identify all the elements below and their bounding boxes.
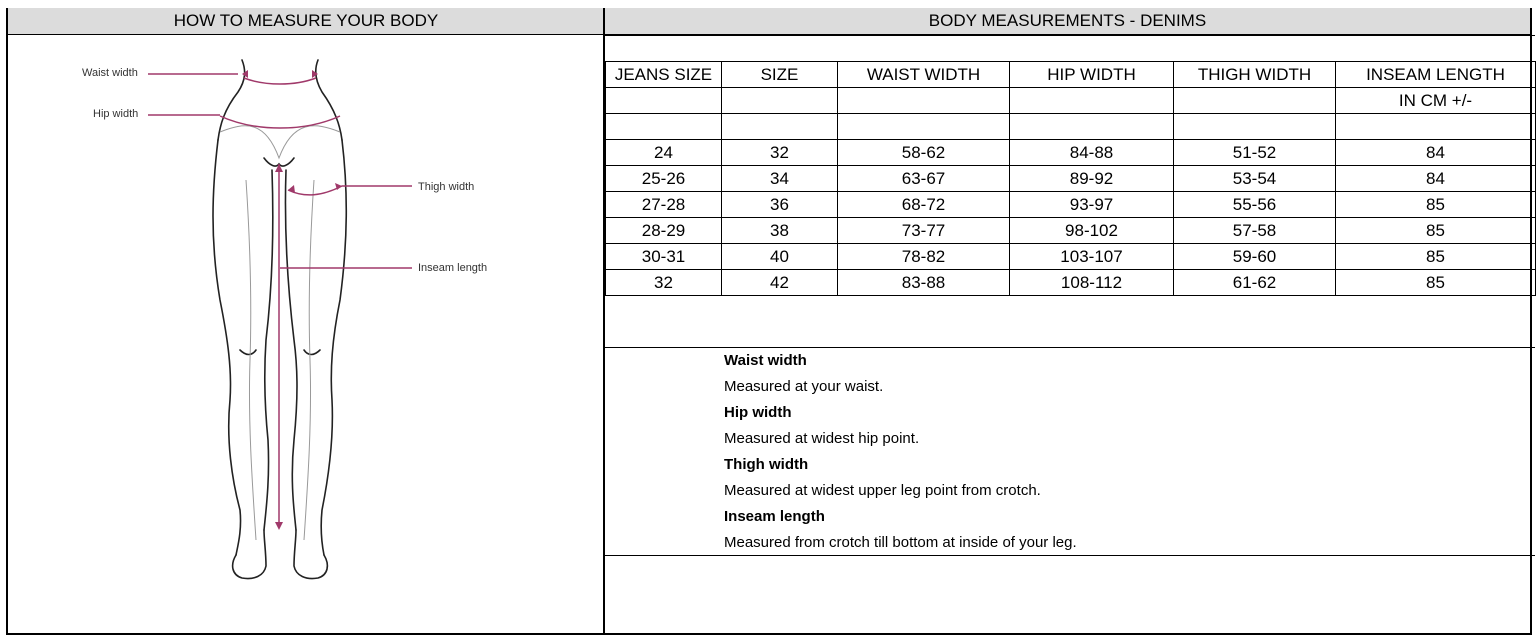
col-header-size: SIZE — [722, 62, 838, 88]
right-knee — [304, 350, 320, 355]
table-top-rule — [605, 35, 1535, 36]
size-cell: 34 — [722, 166, 838, 192]
unit-note: IN CM +/- — [1336, 88, 1536, 114]
hip-cell: 103-107 — [1010, 244, 1174, 270]
waist-measure-arc — [244, 78, 316, 84]
thigh-cell: 51-52 — [1174, 140, 1336, 166]
col-header-thigh-width: THIGH WIDTH — [1174, 62, 1336, 88]
thigh-cell: 55-56 — [1174, 192, 1336, 218]
thigh-cell: 59-60 — [1174, 244, 1336, 270]
left-knee — [240, 350, 256, 355]
unit-row — [606, 88, 1536, 114]
col-header-waist-width: WAIST WIDTH — [838, 62, 1010, 88]
jeans-size-cell: 24 — [606, 140, 722, 166]
hip-cell: 89-92 — [1010, 166, 1174, 192]
waist-cell: 58-62 — [838, 140, 1010, 166]
inseam-arrow-bottom — [275, 522, 283, 530]
waist-width-label: Waist width — [82, 67, 138, 79]
col-header-inseam-length: INSEAM LENGTH — [1336, 62, 1536, 88]
right-leg-shading — [304, 180, 314, 540]
body-illustration — [60, 40, 540, 600]
thigh-width-label: Thigh width — [418, 181, 475, 193]
col-header-jeans-size: JEANS SIZE — [606, 62, 722, 88]
size-cell: 40 — [722, 244, 838, 270]
inseam-cell: 85 — [1336, 192, 1536, 218]
right-leg-inner — [285, 170, 297, 530]
thigh-measure-line — [288, 186, 412, 195]
right-leg-outer — [321, 140, 346, 555]
table-row — [606, 270, 1536, 296]
waist-cell: 73-77 — [838, 218, 1010, 244]
inseam-cell: 84 — [1336, 140, 1536, 166]
hip-cell: 108-112 — [1010, 270, 1174, 296]
table-row — [606, 218, 1536, 244]
jeans-size-cell: 27-28 — [606, 192, 722, 218]
note-heading-inseam: Inseam length — [724, 508, 825, 525]
table-row — [606, 244, 1536, 270]
waist-cell: 63-67 — [838, 166, 1010, 192]
left-leg-inner — [264, 170, 273, 530]
notes-bottom-rule — [605, 555, 1535, 556]
jeans-size-cell: 30-31 — [606, 244, 722, 270]
jeans-size-cell: 28-29 — [606, 218, 722, 244]
body-measurement-figure — [60, 40, 540, 600]
size-cell: 38 — [722, 218, 838, 244]
hip-cell: 93-97 — [1010, 192, 1174, 218]
thigh-cell: 53-54 — [1174, 166, 1336, 192]
waist-cell: 83-88 — [838, 270, 1010, 296]
inseam-cell: 85 — [1336, 270, 1536, 296]
inseam-cell: 85 — [1336, 244, 1536, 270]
col-header-hip-width: HIP WIDTH — [1010, 62, 1174, 88]
note-heading-waist: Waist width — [724, 352, 807, 369]
table-row — [606, 192, 1536, 218]
spacer-row — [606, 114, 1536, 140]
size-cell: 36 — [722, 192, 838, 218]
thigh-cell: 61-62 — [1174, 270, 1336, 296]
table-row — [606, 166, 1536, 192]
thigh-cell: 57-58 — [1174, 218, 1336, 244]
size-cell: 42 — [722, 270, 838, 296]
left-leg-outer — [213, 140, 241, 555]
inseam-length-label: Inseam length — [418, 262, 488, 274]
jeans-size-cell: 32 — [606, 270, 722, 296]
waist-cell: 68-72 — [838, 192, 1010, 218]
left-foot — [233, 530, 266, 579]
right-panel-title: BODY MEASUREMENTS - DENIMS — [605, 8, 1530, 35]
left-panel-title: HOW TO MEASURE YOUR BODY — [8, 8, 604, 35]
note-text-inseam: Measured from crotch till bottom at inside of your leg. — [724, 534, 1077, 551]
measurement-notes — [724, 348, 1524, 556]
size-cell: 32 — [722, 140, 838, 166]
table-header-row — [606, 62, 1536, 88]
left-leg-shading — [246, 180, 256, 540]
waist-cell: 78-82 — [838, 244, 1010, 270]
hip-cell: 84-88 — [1010, 140, 1174, 166]
measurements-table — [605, 61, 1536, 296]
note-text-waist: Measured at your waist. — [724, 378, 884, 395]
underwear-outline — [220, 126, 340, 158]
note-text-thigh: Measured at widest upper leg point from crotch. — [724, 482, 1041, 499]
jeans-size-cell: 25-26 — [606, 166, 722, 192]
inseam-cell: 85 — [1336, 218, 1536, 244]
note-text-hip: Measured at widest hip point. — [724, 430, 920, 447]
table-row — [606, 140, 1536, 166]
inseam-cell: 84 — [1336, 166, 1536, 192]
hip-width-label: Hip width — [93, 108, 139, 120]
note-heading-thigh: Thigh width — [724, 456, 809, 473]
hip-cell: 98-102 — [1010, 218, 1174, 244]
note-heading-hip: Hip width — [724, 404, 792, 421]
